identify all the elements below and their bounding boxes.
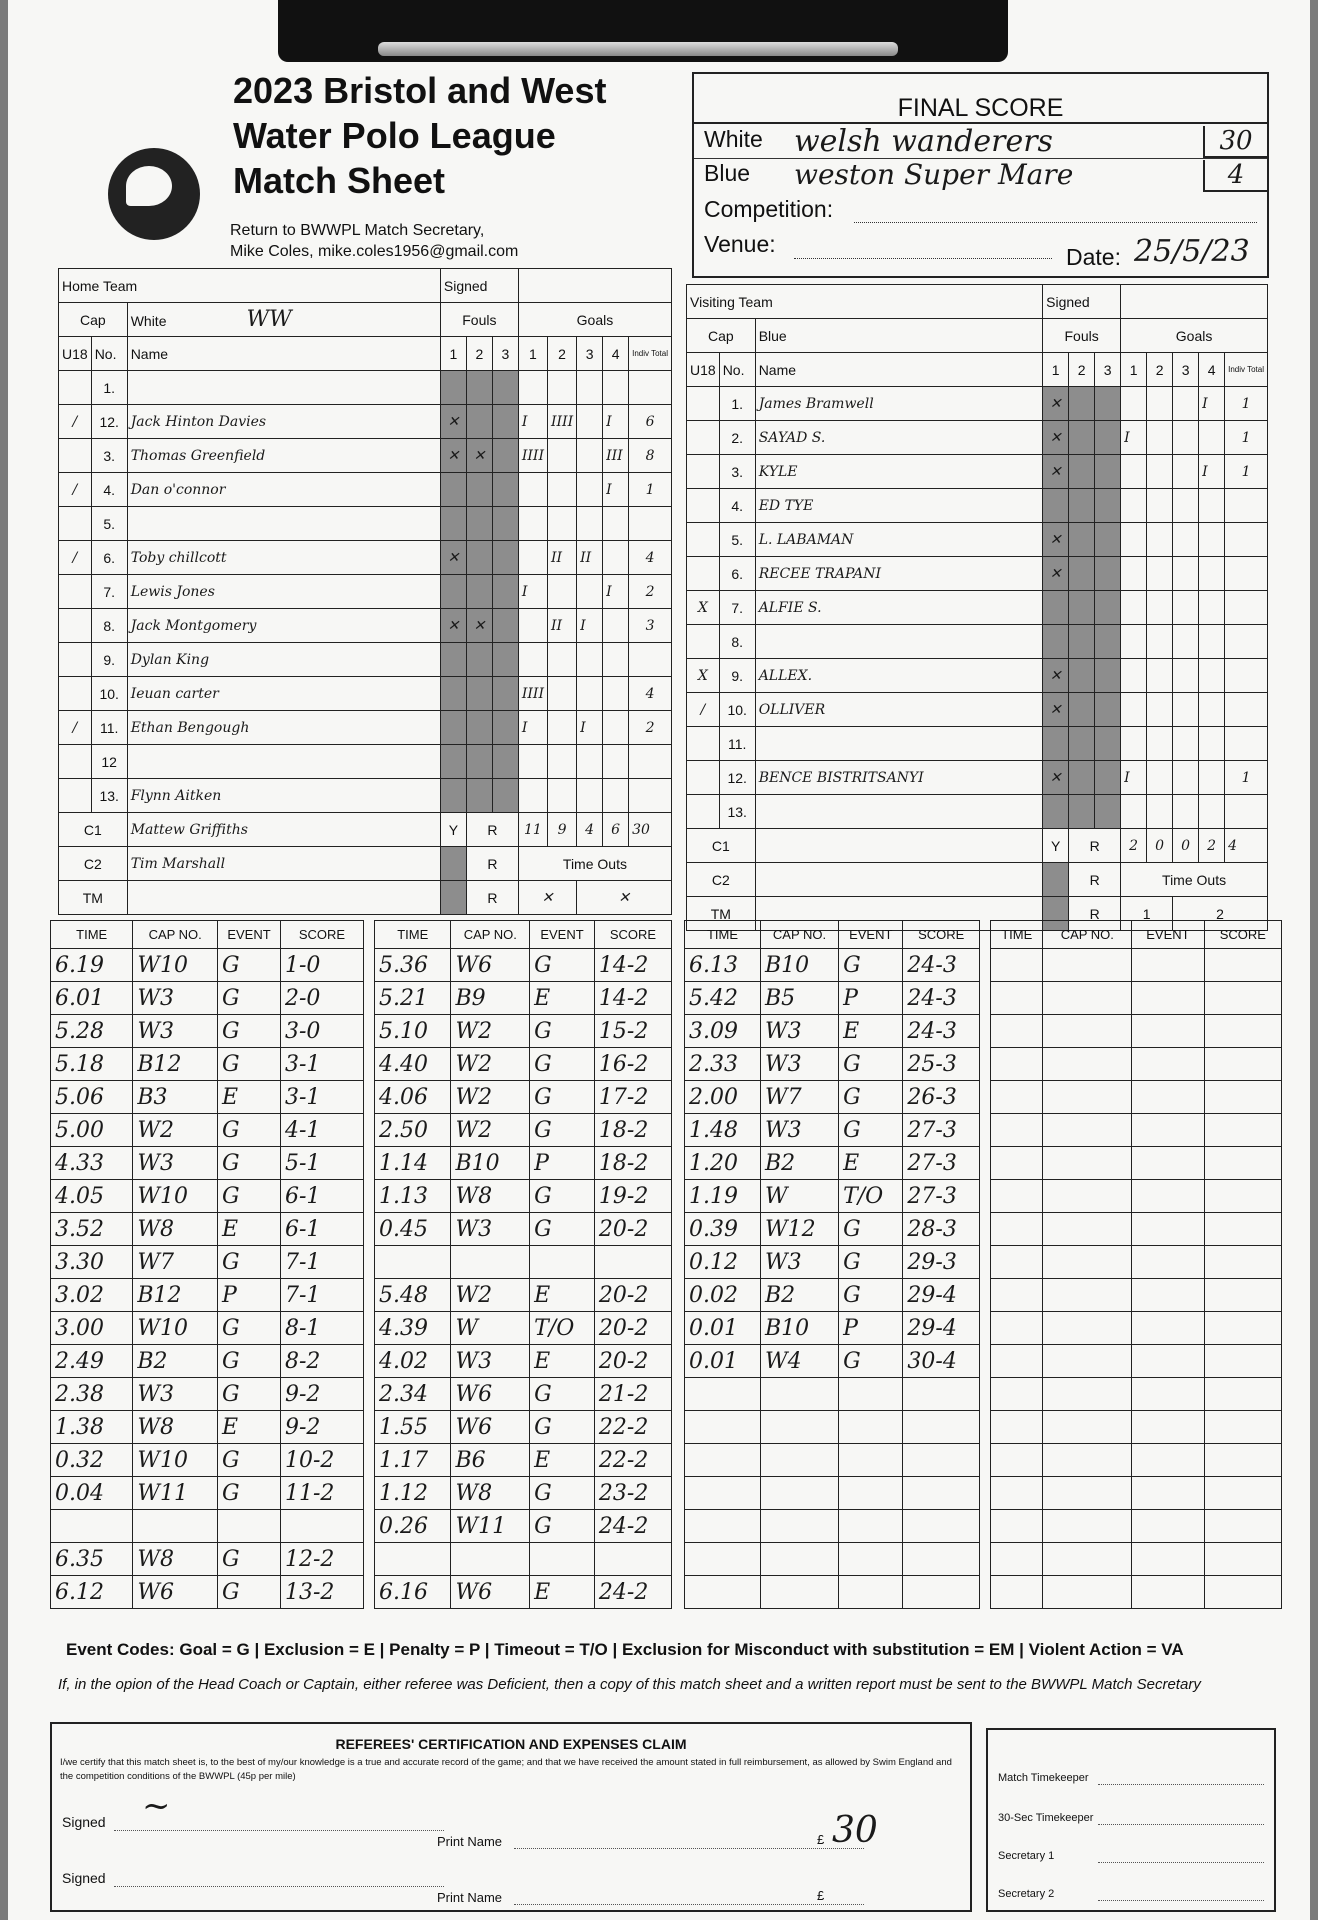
event-row: 1.12 W8 G 23-2 [375,1477,672,1510]
event-row: 0.02 B2 G 29-4 [685,1279,980,1312]
event-log-table: TIME CAP NO. EVENT SCORE 5.36 W6 G 14-2 5.21 B9 E 14-2 5.10 W2 G 15-2 4.40 W2 G 16-2 4.06 W2 G 17-2 2.50 W2 G 18-2 1.14 B10 P 18-2 1.13 W8 G 19-2 0.45 W3 G 20-2 5.48 W2 E 20-2 4.39 W T/O 20-2 4.02 W3 E 20-2 2.34 W6 G 21-2 1.55 W6 G 22-2 1.17 B6 E 22-2 1.12 W8 G 23-2 0.26 W11 G 24-2 6.16 W6 E 24-2 [374,920,672,1609]
event-row: 5.18 B12 G 3-1 [51,1048,364,1081]
player-row: / 4. Dan o'connor I 1 [59,473,672,507]
event-row: 4.02 W3 E 20-2 [375,1345,672,1378]
player-row: 3. Thomas Greenfield ✕ ✕ IIII III 8 [59,439,672,473]
player-row: 7. Lewis Jones I I 2 [59,575,672,609]
event-row: 6.35 W8 G 12-2 [51,1543,364,1576]
event-row: 5.21 B9 E 14-2 [375,982,672,1015]
blue-team-name: weston Super Mare [794,158,1074,191]
player-name: ALLEX. [755,659,1042,693]
player-name: SAYAD S. [755,421,1042,455]
player-row: 12. BENCE BISTRITSANYI ✕ I 1 [687,761,1268,795]
player-name: BENCE BISTRITSANYI [755,761,1042,795]
event-row: 3.30 W7 G 7-1 [51,1246,364,1279]
sheet-title: 2023 Bristol and West Water Polo League Match Sheet [233,70,607,201]
event-row [685,1378,980,1411]
player-name: KYLE [755,455,1042,489]
event-row [991,982,1282,1015]
player-name: Dylan King [127,643,440,677]
event-row: 3.09 W3 E 24-3 [685,1015,980,1048]
event-row: 2.00 W7 G 26-3 [685,1081,980,1114]
player-row: / 10. OLLIVER ✕ [687,693,1268,727]
event-row: 2.50 W2 G 18-2 [375,1114,672,1147]
event-row [991,1114,1282,1147]
player-row: 8. Jack Montgomery ✕ ✕ II I 3 [59,609,672,643]
event-row: 2.34 W6 G 21-2 [375,1378,672,1411]
event-row [991,1048,1282,1081]
event-row [991,1576,1282,1609]
match-sheet [8,0,1310,1920]
event-row [375,1543,672,1576]
event-row: 5.06 B3 E 3-1 [51,1081,364,1114]
event-row [685,1543,980,1576]
player-name: Dan o'connor [127,473,440,507]
final-score-title: FINAL SCORE [694,94,1267,124]
player-name: ED TYE [755,489,1042,523]
player-row: / 12. Jack Hinton Davies ✕ I IIII I 6 [59,405,672,439]
event-row: 6.19 W10 G 1-0 [51,949,364,982]
event-row: 0.39 W12 G 28-3 [685,1213,980,1246]
event-row [991,1246,1282,1279]
player-name: James Bramwell [755,387,1042,421]
event-row: 5.48 W2 E 20-2 [375,1279,672,1312]
event-row: 3.00 W10 G 8-1 [51,1312,364,1345]
player-row: / 6. Toby chillcott ✕ II II 4 [59,541,672,575]
player-name: Toby chillcott [127,541,440,575]
event-row: 1.14 B10 P 18-2 [375,1147,672,1180]
event-row [685,1510,980,1543]
event-row [685,1576,980,1609]
event-row: 0.26 W11 G 24-2 [375,1510,672,1543]
event-row: 0.04 W11 G 11-2 [51,1477,364,1510]
visiting-team-roster: Visiting Team Signed Cap Blue Fouls Goals U18 No. Name 1 2 3 1 2 3 4 Indiv Total 1. James Bramwell ✕ I 1 2. SAYAD S. ✕ I 1 3. KYLE ✕ I 1 4. ED TYE 5. L. LABAMAN ✕ 6. RECEE TRAPANI ✕ X 7. ALFIE S. 8. X 9. ALLEX. ✕ / 10. OLLIVER ✕ 11. 12. BENCE BISTRITSANYI ✕ I 1 13. C1 Y R 2 0 0 2 4 C2 R Time Outs TM R 1 2 [686,284,1268,931]
player-name [127,745,440,779]
player-row: 11. [687,727,1268,761]
event-row [685,1477,980,1510]
event-row [991,1279,1282,1312]
event-row: 4.39 W T/O 20-2 [375,1312,672,1345]
player-row: 13. [687,795,1268,829]
return-instructions: Return to BWWPL Match Secretary, Mike Coles, mike.coles1956@gmail.com [230,222,519,260]
event-log-table: TIME CAP NO. EVENT SCORE 6.19 W10 G 1-0 6.01 W3 G 2-0 5.28 W3 G 3-0 5.18 B12 G 3-1 5.06 B3 E 3-1 5.00 W2 G 4-1 4.33 W3 G 5-1 4.05 W10 G 6-1 3.52 W8 E 6-1 3.30 W7 G 7-1 3.02 B12 P 7-1 3.00 W10 G 8-1 2.49 B2 G 8-2 2.38 W3 G 9-2 1.38 W8 E 9-2 0.32 W10 G 10-2 0.04 W11 G 11-2 6.35 W8 G 12-2 6.12 W6 G 13-2 [50,920,364,1609]
player-name: Lewis Jones [127,575,440,609]
player-row: / 11. Ethan Bengough I I 2 [59,711,672,745]
player-name [755,727,1042,761]
home-team-roster: Home Team Signed Cap White WW Fouls Goals U18 No. Name 1 2 3 1 2 3 4 Indiv Total 1. / 12. Jack Hinton Davies ✕ I IIII I 6 3. Thomas Greenfield ✕ ✕ IIII III 8 / 4. Dan o'connor I 1 5. / 6. Toby chillcott ✕ II II 4 7. Lewis Jones I I 2 8. Jack Montgomery ✕ ✕ II I 3 9. Dylan King 10. Ieuan carter IIII 4 / 11. Ethan Bengough I I 2 12 13. Flynn Aitken C1 Mattew Griffiths Y R 11 9 4 6 30 C2 Tim Marshall R Time Outs TM R ✕ ✕ [58,268,672,915]
event-row: 1.20 B2 E 27-3 [685,1147,980,1180]
event-row [685,1411,980,1444]
player-name: Ieuan carter [127,677,440,711]
referee-certification: REFEREES' CERTIFICATION AND EXPENSES CLAIM I/we certify that this match sheet is, to the best of my/our knowledge is a true and accurate record of the game; and that we have received the amount stated in full reimbursement, as allowed by Swim England and the competition conditions of the BWWPL (45p per mile) Signed ~ Print Name £ 30 Signed Print Name £ [50,1722,972,1912]
player-row: 10. Ieuan carter IIII 4 [59,677,672,711]
clipboard-clip-bar [378,42,898,56]
player-row: 4. ED TYE [687,489,1268,523]
player-row: 5. L. LABAMAN ✕ [687,523,1268,557]
event-row: 2.49 B2 G 8-2 [51,1345,364,1378]
player-name [755,625,1042,659]
white-score: 30 [1203,126,1267,158]
event-row: 5.36 W6 G 14-2 [375,949,672,982]
event-row [991,1015,1282,1048]
event-row [991,949,1282,982]
event-row: 2.38 W3 G 9-2 [51,1378,364,1411]
event-row: 6.16 W6 E 24-2 [375,1576,672,1609]
event-row [991,1180,1282,1213]
player-name [127,507,440,541]
player-row: 2. SAYAD S. ✕ I 1 [687,421,1268,455]
event-row: 1.38 W8 E 9-2 [51,1411,364,1444]
event-row: 0.01 B10 P 29-4 [685,1312,980,1345]
player-row: 1. James Bramwell ✕ I 1 [687,387,1268,421]
match-date: 25/5/23 [1134,234,1250,269]
event-row: 0.12 W3 G 29-3 [685,1246,980,1279]
player-name: Jack Montgomery [127,609,440,643]
player-name: Jack Hinton Davies [127,405,440,439]
event-log-table: TIME CAP NO. EVENT SCORE 6.13 B10 G 24-3 5.42 B5 P 24-3 3.09 W3 E 24-3 2.33 W3 G 25-3 2.00 W7 G 26-3 1.48 W3 G 27-3 1.20 B2 E 27-3 1.19 W T/O 27-3 0.39 W12 G 28-3 0.12 W3 G 29-3 0.02 B2 G 29-4 0.01 B10 P 29-4 0.01 W4 G 30-4 [684,920,980,1609]
player-row: 6. RECEE TRAPANI ✕ [687,557,1268,591]
event-row [991,1510,1282,1543]
event-codes: Event Codes: Goal = G | Exclusion = E | Penalty = P | Timeout = T/O | Exclusion for Misconduct with substitution = EM | Violent Action = VA [66,1640,1184,1659]
event-row: 3.02 B12 P 7-1 [51,1279,364,1312]
event-row [991,1411,1282,1444]
event-row: 5.10 W2 G 15-2 [375,1015,672,1048]
event-row [991,1147,1282,1180]
player-row: 13. Flynn Aitken [59,779,672,813]
event-row [685,1444,980,1477]
event-row: 6.01 W3 G 2-0 [51,982,364,1015]
player-name: OLLIVER [755,693,1042,727]
event-row [375,1246,672,1279]
event-row: 5.42 B5 P 24-3 [685,982,980,1015]
player-name [755,795,1042,829]
event-row: 4.40 W2 G 16-2 [375,1048,672,1081]
player-row: 5. [59,507,672,541]
event-row: 6.12 W6 G 13-2 [51,1576,364,1609]
player-row: 1. [59,371,672,405]
event-row [991,1444,1282,1477]
player-name: L. LABAMAN [755,523,1042,557]
event-log-table: TIME CAP NO. EVENT SCORE [990,920,1282,1609]
event-row: 5.00 W2 G 4-1 [51,1114,364,1147]
referee-note: If, in the opion of the Head Coach or Captain, either referee was Deficient, then a copy of this match sheet and a written report must be sent to the BWWPL Match Secretary [58,1676,1201,1693]
event-row [991,1081,1282,1114]
player-row: 9. Dylan King [59,643,672,677]
player-row: 3. KYLE ✕ I 1 [687,455,1268,489]
event-row: 6.13 B10 G 24-3 [685,949,980,982]
referee-signature: ~ [142,1786,171,1826]
event-row: 0.45 W3 G 20-2 [375,1213,672,1246]
event-row [991,1345,1282,1378]
player-row: 12 [59,745,672,779]
officials-box: Match Timekeeper 30-Sec Timekeeper Secretary 1 Secretary 2 [986,1728,1276,1912]
event-row [991,1213,1282,1246]
event-row: 0.32 W10 G 10-2 [51,1444,364,1477]
player-name: RECEE TRAPANI [755,557,1042,591]
event-row: 1.48 W3 G 27-3 [685,1114,980,1147]
event-row [51,1510,364,1543]
final-score-box: FINAL SCORE White welsh wanderers 30 Blue weston Super Mare 4 Competition: Venue: Date: 25/5/23 [692,72,1269,278]
event-row [991,1543,1282,1576]
event-row: 4.05 W10 G 6-1 [51,1180,364,1213]
event-row: 2.33 W3 G 25-3 [685,1048,980,1081]
player-name: Thomas Greenfield [127,439,440,473]
event-row: 1.19 W T/O 27-3 [685,1180,980,1213]
player-name [127,371,440,405]
white-team-name: welsh wanderers [794,124,1053,159]
player-name: Flynn Aitken [127,779,440,813]
event-row [991,1312,1282,1345]
event-row: 4.06 W2 G 17-2 [375,1081,672,1114]
event-row: 5.28 W3 G 3-0 [51,1015,364,1048]
blue-score: 4 [1203,160,1267,192]
event-row: 1.13 W8 G 19-2 [375,1180,672,1213]
player-row: X 7. ALFIE S. [687,591,1268,625]
player-row: 8. [687,625,1268,659]
expenses-amount: 30 [832,1810,878,1851]
event-row: 1.17 B6 E 22-2 [375,1444,672,1477]
player-row: X 9. ALLEX. ✕ [687,659,1268,693]
event-row: 1.55 W6 G 22-2 [375,1411,672,1444]
event-row [991,1477,1282,1510]
event-row: 4.33 W3 G 5-1 [51,1147,364,1180]
player-name: Ethan Bengough [127,711,440,745]
event-row [991,1378,1282,1411]
event-row: 3.52 W8 E 6-1 [51,1213,364,1246]
event-row: 0.01 W4 G 30-4 [685,1345,980,1378]
player-name: ALFIE S. [755,591,1042,625]
